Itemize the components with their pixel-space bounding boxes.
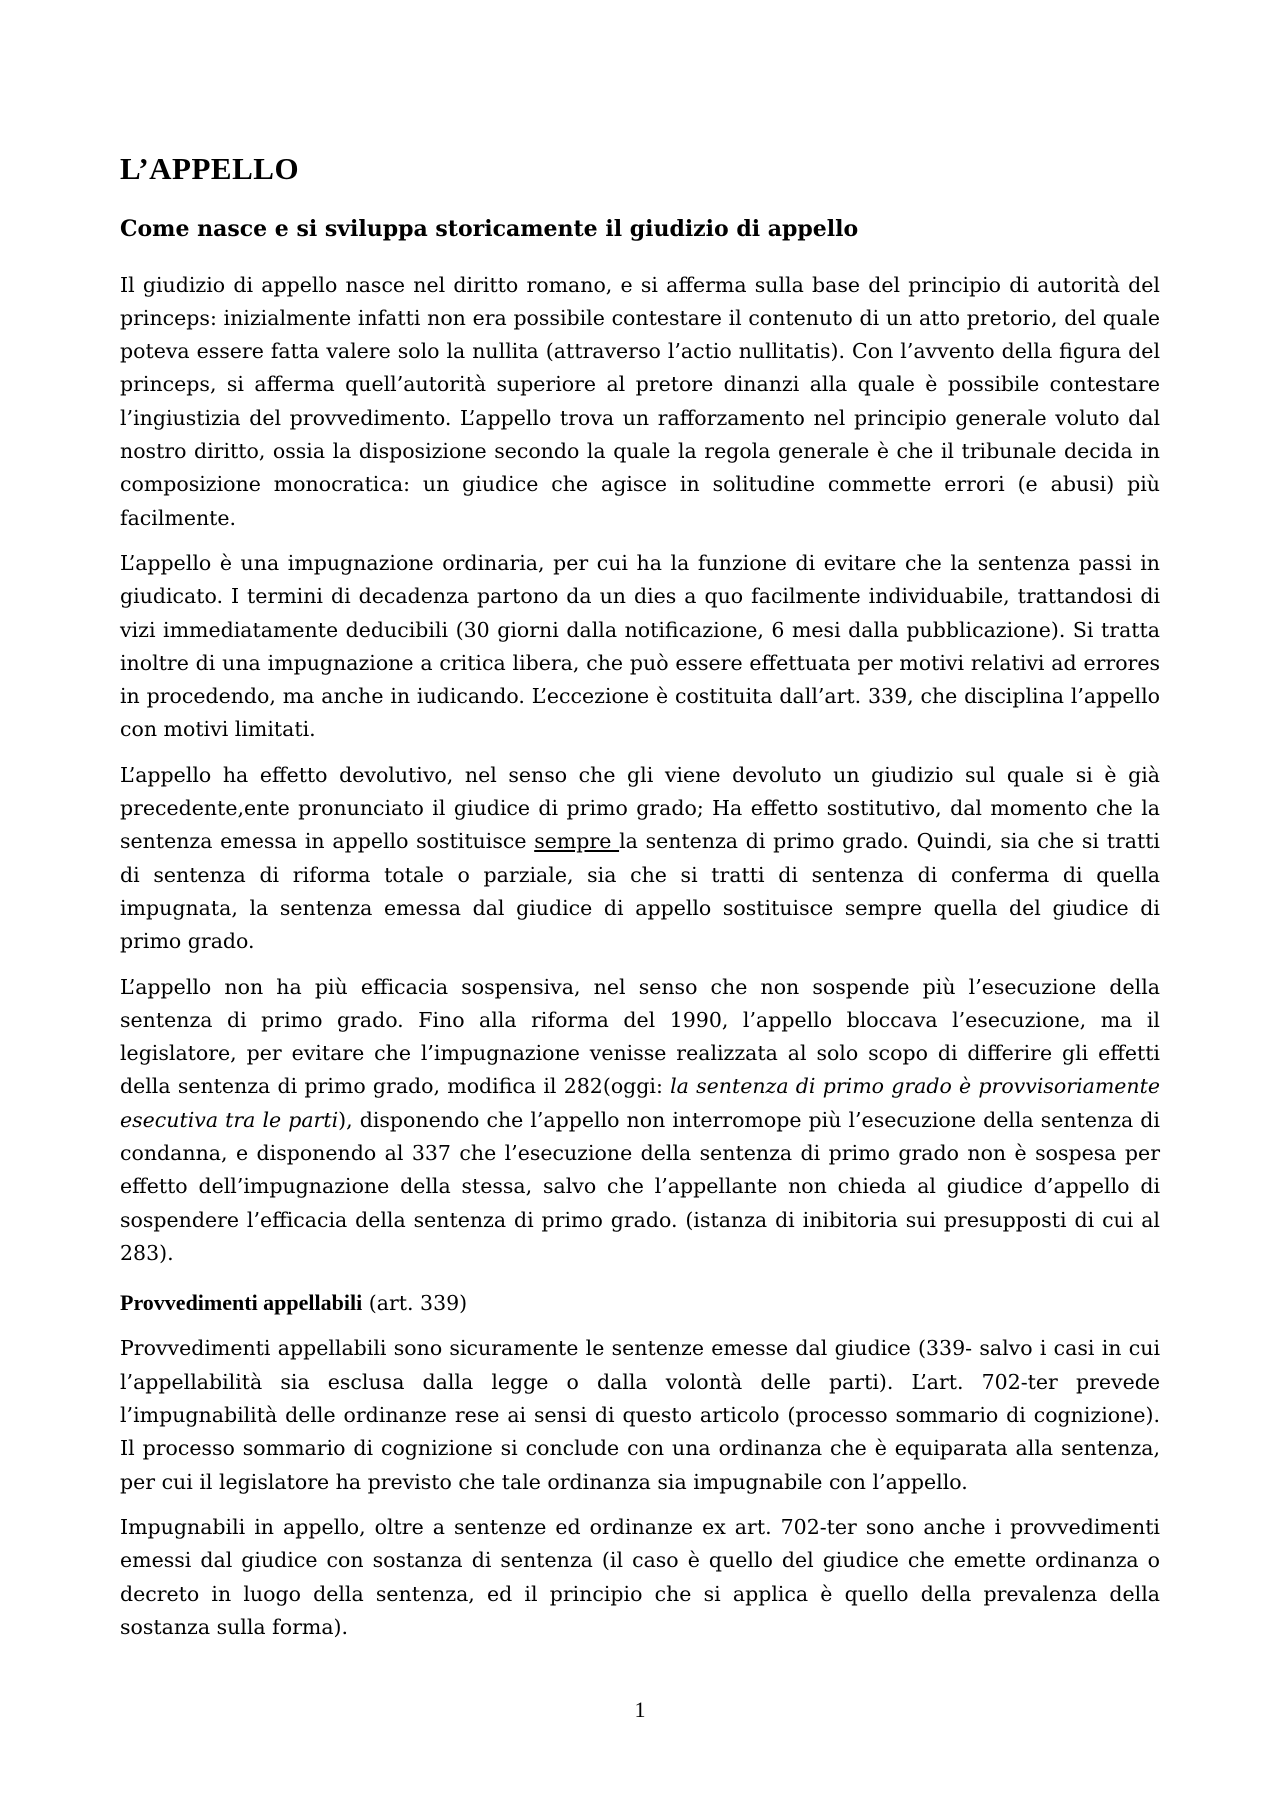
page-number: 1 <box>634 1697 646 1722</box>
paragraph-devolutive-effect <box>120 759 1160 959</box>
page-content <box>120 150 1160 1644</box>
subsection-heading-ref: (art. 339) <box>362 1291 468 1316</box>
text-run: L’appello non ha più efficacia sospensiva, nel senso che non sospende più l’esecuzione della sentenza di primo grado. Fino alla riforma del 1990, l’appello bloccava l’esecuzione, ma il legislatore, per evitare che l’impugnazione venisse realizzata al solo scopo di differire gli effetti della sentenza di primo grado, modifica il 282(oggi: <box>120 974 1160 1099</box>
underlined-text: sempre <box>534 829 620 854</box>
section-heading: Come nasce e si sviluppa storicamente il giudizio di appello <box>120 216 859 243</box>
text-run: L’appello ha effetto devolutivo, nel senso che gli viene devoluto un giudizio sul quale si è già precedente,ente pronunciato il giudice di primo grado; Ha effetto sostitutivo, dal momento che la sentenza emessa in appello sostituisce <box>120 762 1160 854</box>
subsection-heading-bold: Provvedimenti appellabili <box>120 1290 363 1316</box>
text-run: la sentenza di primo grado. Quindi, sia che si tratti di sentenza di riforma totale o parziale, sia che si tratti di sentenza di conferma di quella impugnata, la sentenza emessa dal giudice di appello sostituisce sempre quella del giudice di primo grado. <box>120 829 1160 954</box>
subsection-heading <box>120 1286 1160 1320</box>
text-run: ), disponendo che l’appello non interromope più l’esecuzione della sentenza di condanna, e disponendo al 337 che l’esecuzione della sentenza di primo grado non è sospesa per effetto dell’impugnazione della stessa, salvo che l’appellante non chieda al giudice d’appello di sospendere l’efficacia della sentenza di primo grado. (istanza di inibitoria sui presupposti di cui al 283). <box>120 1107 1160 1265</box>
page-title: L’APPELLO <box>120 151 300 186</box>
paragraph-appealable-measures: Provvedimenti appellabili sono sicuramente le sentenze emesse dal giudice (339- salvo i casi in cui l’appellabilità sia esclusa dalla legge o dalla volontà delle parti). L’art. 702-ter prevede l’impugnabilità delle ordinanze rese ai sensi di questo articolo (processo sommario di cognizione). Il processo sommario di cognizione si conclude con una ordinanza che è equiparata alla sentenza, per cui il legislatore ha previsto che tale ordinanza sia impugnabile con l’appello. <box>120 1336 1160 1494</box>
paragraph-origins: Il giudizio di appello nasce nel diritto romano, e si afferma sulla base del principio di autorità del princeps: inizialmente infatti non era possibile contestare il contenuto di un atto pretorio, del quale poteva essere fatta valere solo la nullita (attraverso l’actio nullitatis). Con l’avvento della figura del princeps, si afferma quell’autorità superiore al pretore dinanzi alla quale è possibile contestare l’ingiustizia del provvedimento. L’appello trova un rafforzamento nel principio generale voluto dal nostro diritto, ossia la disposizione secondo la quale la regola generale è che il tribunale decida in composizione monocratica: un giudice che agisce in solitudine commette errori (e abusi) più facilmente. <box>120 272 1160 530</box>
italic-text: la sentenza di primo grado è provvisoriamente esecutiva tra le parti <box>120 1074 1160 1132</box>
paragraph-ordinary-appeal: L’appello è una impugnazione ordinaria, per cui ha la funzione di evitare che la sentenza passi in giudicato. I termini di decadenza partono da un dies a quo facilmente individuabile, trattandosi di vizi immediatamente deducibili (30 giorni dalla notificazione, 6 mesi dalla pubblicazione). Si tratta inoltre di una impugnazione a critica libera, che può essere effettuata per motivi relativi ad errores in procedendo, ma anche in iudicando. L’eccezione è costituita dall’art. 339, che disciplina l’appello con motivi limitati. <box>120 550 1160 742</box>
paragraph-suspensive-effect <box>120 971 1160 1271</box>
paragraph-substance-over-form: Impugnabili in appello, oltre a sentenze ed ordinanze ex art. 702-ter sono anche i provvedimenti emessi dal giudice con sostanza di sentenza (il caso è quello del giudice che emette ordinanza o decreto in luogo della sentenza, ed il principio che si applica è quello della prevalenza della sostanza sulla forma). <box>120 1514 1160 1639</box>
